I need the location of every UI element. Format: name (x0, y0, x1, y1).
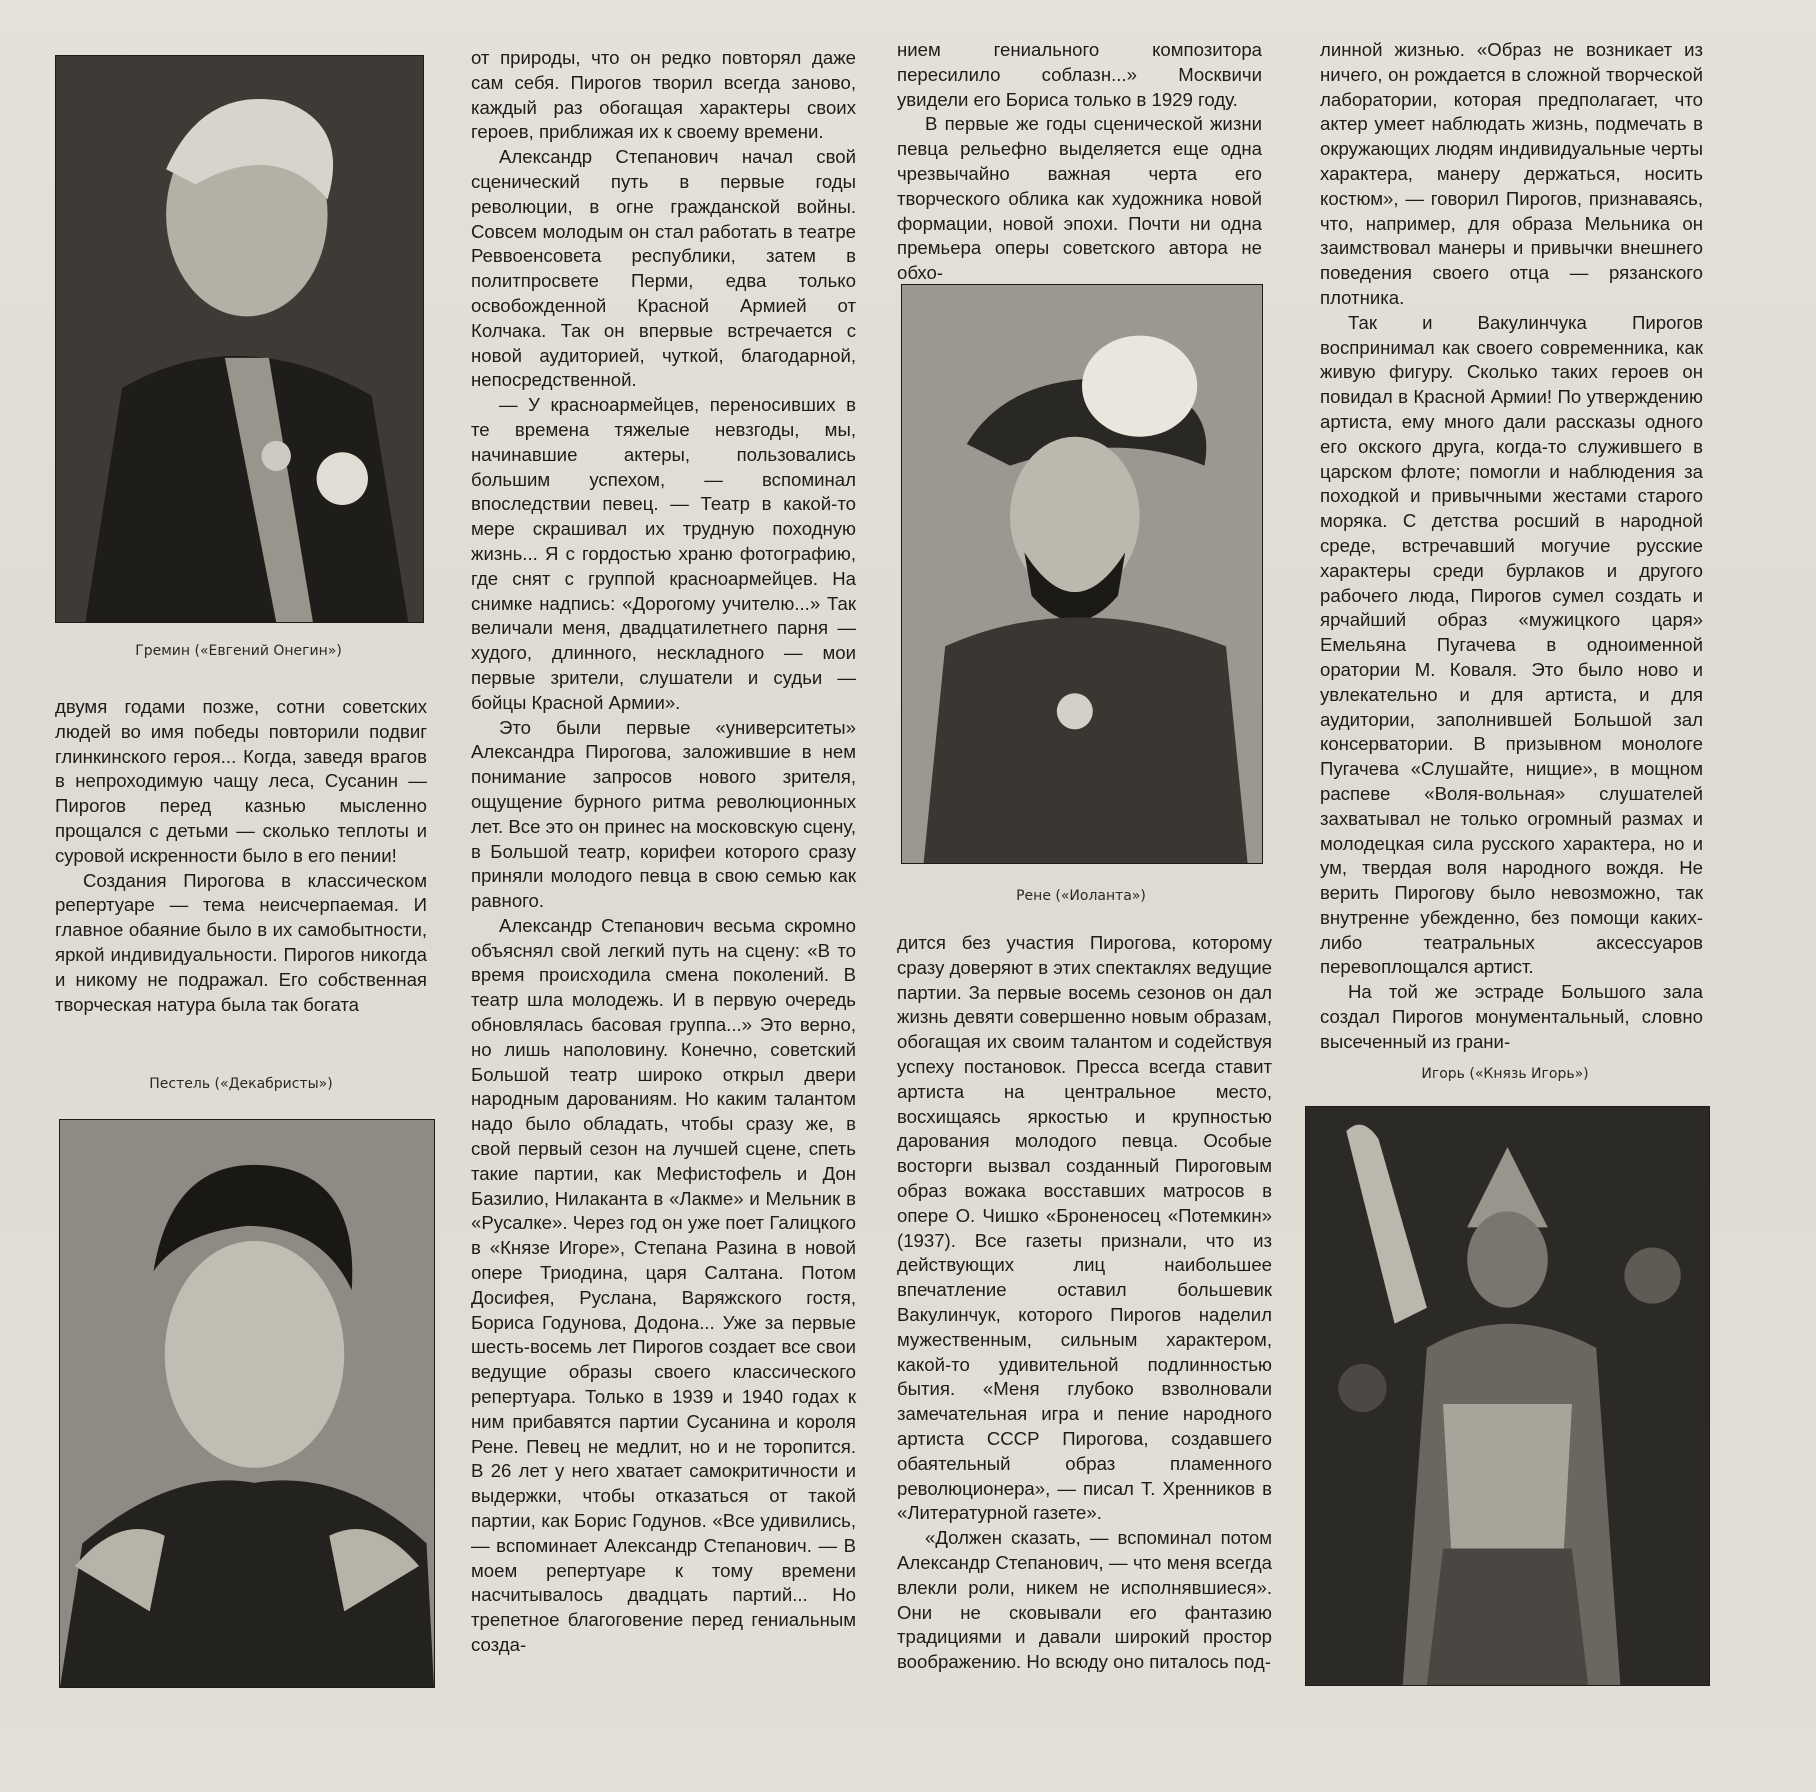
pestel-caption: Пестель («Декабристы») (149, 1076, 333, 1092)
igor-photo (1305, 1106, 1710, 1686)
column-2-text (471, 46, 856, 1692)
gremin-photo (55, 55, 424, 623)
pestel-photo (59, 1119, 435, 1688)
paragraph: дится без участия Пирогова, которому сразу доверяют в этих спектаклях ведущие партии. За первые восемь сезонов он дал жизнь девяти совершенно новым образам, обогащая их своим талантом и содействуя успеху постановок. Пресса всегда ставит артиста на центральное место, восхищаясь яркостью и крупностью дарования молодого певца. Особые восторги вызвал созданный Пироговым образ вожака восставших матросов в опере О. Чишко «Броненосец «Потемкин» (1937). Все газеты признали, что из действующих лиц наибольшее впечатление оставил большевик Вакулинчук, которого Пирогов наделил мужественным, сильным характером, какой-то удивительной подлинностью бытия. «Меня глубоко взволновали замечательная игра и пение народного артиста СССР Пирогова, создавшего обаятельный образ пламенного революционера», — писал Т. Хренников в «Литературной газете». (897, 932, 1272, 1524)
igor-caption: Игорь («Князь Игорь») (1421, 1066, 1589, 1082)
paragraph: Александр Степанович весьма скромно объяснял свой легкий путь на сцену: «В то время происходила смена поколений. В театр шла молодежь. И в первую очередь обновлялась басовая группа...» Это верно, но лишь наполовину. Конечно, советский Большой театр широко открыл двери народным дарованиям. Но каким талантом надо было обладать, чтобы сразу же, в свой первый сезон на лучшей сцене, спеть такие партии, как Мефистофель и Дон Базилио, Нилаканта в «Лакме» и Мельник в «Русалке». Через год он уже поет Галицкого в «Князе Игоре», Степана Разина в новой опере Триодина, царя Салтана. Потом Досифея, Руслана, Варяжского гостя, Бориса Годунова, Додона... Уже за первые шесть-восемь лет Пирогов создает все свои ведущие образы своего классического репертуара. Только в 1939 и 1940 годах к ним прибавятся партии Сусанина и короля Рене. Певец не медлит, но и не торопится. В 26 лет у него хватает самокритичности и выдержки, чтобы отказаться от такой партии, как Борис Годунов. «Все удивились, — вспоминает Александр Степанович. — В моем репертуаре к тому времени насчитывалось двадцать партий... Но трепетное благоговение перед гениальным созда- (471, 914, 856, 1655)
paragraph: В первые же годы сценической жизни певца рельефно выделяется еще одна чрезвычайно важная черта его творческого облика как художника новой формации, новой эпохи. Почти ни одна премьера оперы советского автора не обхо- (897, 113, 1262, 284)
paragraph: «Должен сказать, — вспоминал потом Александр Степанович, — что меня всегда влекли роли, никем не исполнявшиеся». Они не сковывали его фантазию традициями и давали широкий простор воображению. Но всюду оно питалось под- (897, 1527, 1272, 1673)
paragraph: Это были первые «университеты» Александра Пирогова, заложившие в нем понимание запросов нового зрителя, ощущение бурного ритма революционных лет. Все это он принес на московскую сцену, в Большой театр, корифеи которого сразу приняли молодого певца в свою семью как равного. (471, 716, 856, 912)
paragraph: Александр Степанович начал свой сценический путь в первые годы революции, в огне гражданской войны. Совсем молодым он стал работать в театре Реввоенсовета республики, затем в политпросвете Перми, едва только освобожденной Красной Армией от Колчака. Так он впервые встречается с новой аудиторией, чуткой, благодарной, непосредственной. (471, 146, 856, 391)
igor-stage-graphic (1306, 1107, 1709, 1685)
paragraph: двумя годами позже, сотни советских людей во имя победы повторили подвиг глинкинского героя... Когда, заведя врагов в непроходимую чащу леса, Сусанин — Пирогов перед казнью мысленно прощался с детьми — сколько теплоты и суровой искренности было в его пении! (55, 696, 427, 866)
pestel-portrait-graphic (60, 1120, 434, 1687)
paragraph: от природы, что он редко повторял даже сам себя. Пирогов творил всегда заново, каждый раз обогащая характеры своих героев, приближая их к своему времени. (471, 47, 856, 143)
paragraph: Создания Пирогова в классическом репертуаре — тема неисчерпаемая. И главное обаяние было в их самобытности, яркой индивидуальности. Пирогов никогда и никому не подражал. Его собственная творческая натура была так богата (55, 869, 427, 1015)
column-3-bottom-text (897, 931, 1272, 1693)
rene-caption: Рене («Иоланта») (1016, 888, 1146, 904)
paragraph: — У красноармейцев, переносивших в те времена тяжелые невзгоды, мы, начинавшие актеры, пользовались большим успехом, — вспоминал впоследствии певец. — Театр в какой-то мере скрашивал их трудную походную жизнь... Я с гордостью храню фотографию, где снят с группой красноармейцев. На снимке надпись: «Дорогому учителю...» Так величали меня, двадцатилетнего парня — худого, длинного, нескладного — мои первые зрители, слушатели и судьи — бойцы Красной Армии». (471, 394, 856, 713)
paragraph: линной жизнью. «Образ не возникает из ничего, он рождается в сложной творческой лаборатории, которая предполагает, что актер умеет наблюдать жизнь, подмечать в окружающих людям индивидуальные черты характера, манеру держаться, носить костюм», — говорил Пирогов, признаваясь, что, например, для образа Мельника он заимствовал манеры и привычки внешнего поведения своего отца — рязанского плотника. (1320, 39, 1703, 308)
rene-portrait-graphic (902, 285, 1262, 863)
column-1-text (55, 695, 427, 1031)
paragraph: нием гениального композитора пересилило соблазн...» Москвичи увидели его Бориса только в 1929 году. (897, 39, 1262, 110)
column-3-top-text (897, 38, 1262, 284)
gremin-portrait-graphic (56, 56, 423, 622)
column-4-text (1320, 38, 1703, 1050)
gremin-caption: Гремин («Евгений Онегин») (135, 643, 342, 659)
paragraph: На той же эстраде Большого зала создал Пирогов монументальный, словно высеченный из грани- (1320, 981, 1703, 1052)
paragraph: Так и Вакулинчука Пирогов воспринимал как своего современника, как живую фигуру. Сколько таких героев он повидал в Красной Армии! По утверждению артиста, ему много дали рассказы одного его окского друга, когда-то служившего в царском флоте; помогли и наблюдения за походкой и привычными жестами старого моряка. С детства росший в народной среде, встречавший могучие русские характеры среди бурлаков и другого рабочего люда, Пирогов сумел создать и ярчайший образ «мужицкого царя» Емельяна Пугачева в одноименной оратории М. Коваля. Это было ново и увлекательно и для артиста, и для аудитории, заполнившей Большой зал консерватории. В призывном монологе Пугачева «Слушайте, нищие», в мощном распеве «Воля-вольная» слушателей захватывал не только огромный размах и молодецкая сила русского характера, но и ум, твердая воля народного вождя. Не верить Пирогову было невозможно, так внутренне убежденно, без помощи каких-либо театральных аксессуаров перевоплощался артист. (1320, 311, 1703, 978)
rene-photo (901, 284, 1263, 864)
